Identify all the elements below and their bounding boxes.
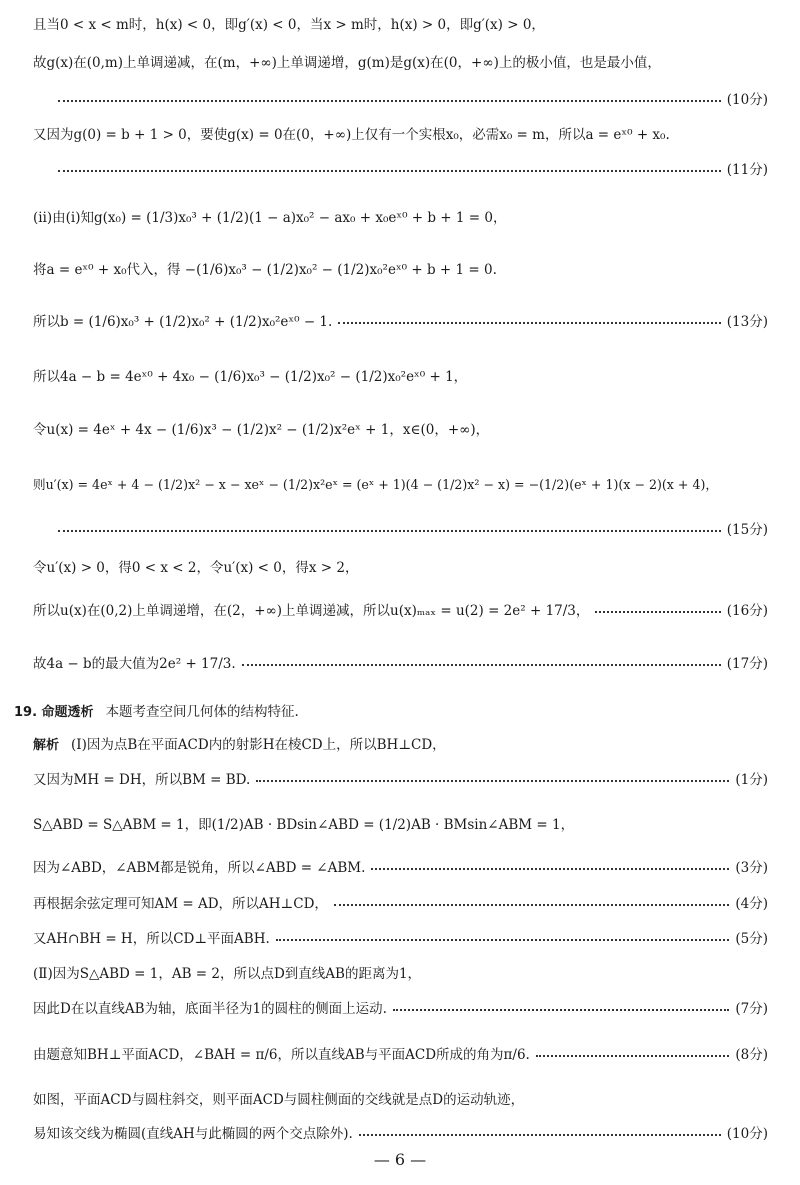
text-line-5 (0, 155, 800, 181)
text-line-8 (0, 307, 800, 333)
line-text: 且当0 < x < m时，h(x) < 0，即g′(x) < 0，当x > m时，h(x) > 0，即g′(x) > 0， (33, 17, 545, 33)
text-line-25 (0, 1040, 800, 1066)
dot-leader (58, 100, 721, 102)
text-line-14 (0, 596, 800, 622)
line-text: 再根据余弦定理可知AM = AD，所以AH⊥CD， (33, 896, 328, 912)
dot-leader (595, 611, 720, 613)
line-text: 所以u(x)在(0,2)上单调递增，在(2，+∞)上单调递减，所以u(x)ₘₐₓ = u(2) = 2e² + 17/3， (33, 603, 590, 619)
section-heading-19 (0, 697, 800, 723)
text-line-13 (0, 553, 800, 579)
line-text: 故g(x)在(0,m)上单调递减，在(m，+∞)上单调递增，g(m)是g(x)在(0，+∞)上的极小值，也是最小值， (33, 55, 661, 71)
dot-leader (371, 868, 729, 870)
score-label: (17分) (726, 656, 768, 672)
score-label: (11分) (726, 162, 768, 178)
text-line-17 (0, 730, 800, 756)
score-label: (1分) (735, 772, 768, 788)
score-label: (5分) (735, 931, 768, 947)
dot-leader (242, 664, 721, 666)
dot-leader (334, 904, 729, 906)
line-text: 如图，平面ACD与圆柱斜交，则平面ACD与圆柱侧面的交线就是点D的运动轨迹， (33, 1092, 525, 1108)
score-label: (10分) (726, 1126, 768, 1142)
line-text: 令u(x) = 4eˣ + 4x − (1/6)x³ − (1/2)x² − (1/2)x²eˣ + 1，x∈(0，+∞)， (33, 422, 490, 438)
dot-leader (536, 1055, 730, 1057)
text-line-12 (0, 515, 800, 541)
dot-leader (359, 1134, 721, 1136)
line-text: 将a = eˣ⁰ + x₀代入，得 −(1/6)x₀³ − (1/2)x₀² − (1/2)x₀²eˣ⁰ + b + 1 = 0. (33, 262, 497, 278)
line-text: 由题意知BH⊥平面ACD，∠BAH = π/6，所以直线AB与平面ACD所成的角为π/6. (33, 1047, 530, 1063)
text-line-11 (0, 470, 800, 496)
dot-leader (58, 170, 721, 172)
score-label: (10分) (726, 92, 768, 108)
line-text: (Ⅰ)因为点B在平面ACD内的射影H在棱CD上，所以BH⊥CD， (71, 737, 446, 753)
score-label: (3分) (735, 860, 768, 876)
text-line-2 (0, 48, 800, 74)
text-line-10 (0, 415, 800, 441)
text-line-23 (0, 959, 800, 985)
line-text: 令u′(x) > 0，得0 < x < 2，令u′(x) < 0，得x > 2， (33, 560, 359, 576)
text-line-6 (0, 203, 800, 229)
text-line-20 (0, 853, 800, 879)
score-label: (15分) (726, 522, 768, 538)
line-text: 因为∠ABD，∠ABM都是锐角，所以∠ABD = ∠ABM. (33, 860, 366, 876)
text-line-27 (0, 1119, 800, 1145)
line-text: 又AH∩BH = H，所以CD⊥平面ABH. (33, 931, 270, 947)
text-line-7 (0, 255, 800, 281)
text-line-1 (0, 10, 800, 36)
text-line-24 (0, 994, 800, 1020)
dot-leader (276, 939, 730, 941)
score-label: (4分) (735, 896, 768, 912)
score-label: (7分) (735, 1001, 768, 1017)
text-line-9 (0, 362, 800, 388)
line-text: S△ABD = S△ABM = 1，即(1/2)AB · BDsin∠ABD = (1/2)AB · BMsin∠ABM = 1， (33, 817, 575, 833)
score-label: (8分) (735, 1047, 768, 1063)
line-text: 故4a − b的最大值为2e² + 17/3. (33, 656, 236, 672)
text-line-3 (0, 85, 800, 111)
line-text: 又因为g(0) = b + 1 > 0，要使g(x) = 0在(0，+∞)上仅有一个实根x₀，必需x₀ = m，所以a = eˣ⁰ + x₀. (33, 127, 670, 143)
score-label: (13分) (726, 314, 768, 330)
line-text: 所以b = (1/6)x₀³ + (1/2)x₀² + (1/2)x₀²eˣ⁰ − 1. (33, 314, 333, 330)
line-text: 本题考查空间几何体的结构特征. (105, 704, 299, 720)
dot-leader (58, 530, 721, 532)
page-number: — 6 — (373, 1150, 427, 1169)
text-line-26 (0, 1085, 800, 1111)
line-text: 又因为MH = DH，所以BM = BD. (33, 772, 251, 788)
line-text: 易知该交线为椭圆(直线AH与此椭圆的两个交点除外). (33, 1126, 353, 1142)
line-text: 所以4a − b = 4eˣ⁰ + 4x₀ − (1/6)x₀³ − (1/2)x₀² − (1/2)x₀²eˣ⁰ + 1， (33, 369, 468, 385)
text-line-18 (0, 765, 800, 791)
line-text: 因此D在以直线AB为轴，底面半径为1的圆柱的侧面上运动. (33, 1001, 387, 1017)
line-text: 则u′(x) = 4eˣ + 4 − (1/2)x² − x − xeˣ − (1/2)x²eˣ = (eˣ + 1)(4 − (1/2)x² − x) = −(1/2)(eˣ + 1)(x − 2)(x + 4)， (33, 476, 718, 492)
text-line-15 (0, 649, 800, 675)
section-lead: 19. 命题透析 (14, 704, 94, 720)
text-line-22 (0, 924, 800, 950)
text-line-21 (0, 889, 800, 915)
dot-leader (338, 322, 720, 324)
line-text: (ⅱ)由(ⅰ)知g(x₀) = (1/3)x₀³ + (1/2)(1 − a)x₀² − ax₀ + x₀eˣ⁰ + b + 1 = 0， (33, 210, 507, 226)
dot-leader (256, 780, 729, 782)
line-text: (Ⅱ)因为S△ABD = 1，AB = 2，所以点D到直线AB的距离为1， (33, 966, 422, 982)
text-line-4 (0, 120, 800, 146)
dot-leader (393, 1009, 730, 1011)
solution-lead: 解析 (33, 737, 60, 753)
score-label: (16分) (726, 603, 768, 619)
text-line-19 (0, 810, 800, 836)
